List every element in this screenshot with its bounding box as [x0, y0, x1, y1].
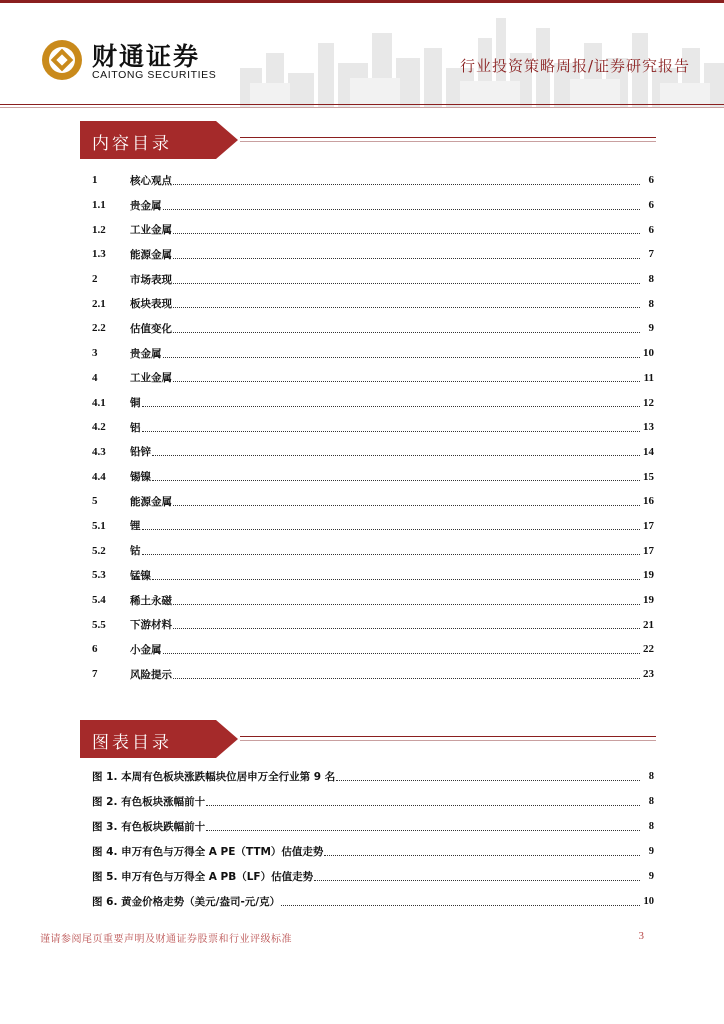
figures-banner — [80, 720, 240, 758]
toc-entry-page: 17 — [643, 544, 654, 557]
dot-leader — [173, 232, 640, 234]
toc-entry[interactable] — [92, 514, 654, 539]
toc-entry[interactable] — [92, 366, 654, 391]
toc-entry-label: 钴 — [130, 545, 141, 558]
figure-entry-page: 10 — [643, 896, 654, 907]
toc-entry-page: 12 — [643, 396, 654, 409]
toc-entry[interactable] — [92, 168, 654, 193]
toc-entry-number: 4.4 — [92, 470, 106, 483]
toc-entry-page: 23 — [643, 668, 654, 681]
dot-leader — [336, 779, 640, 781]
caitong-logo-icon — [40, 38, 84, 82]
figure-entry[interactable] — [92, 839, 654, 864]
figures-rule-secondary — [240, 740, 656, 741]
toc-entry-page: 9 — [648, 322, 654, 335]
dot-leader — [173, 627, 640, 629]
page-number: 3 — [638, 930, 644, 942]
figure-entry-page: 9 — [648, 871, 654, 882]
figure-entry-page: 8 — [648, 771, 654, 782]
dot-leader — [314, 879, 640, 881]
dot-leader — [173, 677, 640, 679]
toc-entry[interactable] — [92, 316, 654, 341]
dot-leader — [206, 829, 640, 831]
dot-leader — [206, 804, 640, 806]
figure-entry[interactable] — [92, 814, 654, 839]
dot-leader — [173, 504, 640, 506]
toc-entry-label: 铜 — [130, 397, 141, 410]
toc-entry-label: 贵金属 — [130, 347, 162, 360]
toc-entry-number: 1.3 — [92, 248, 106, 261]
toc-entry[interactable] — [92, 563, 654, 588]
figure-entry[interactable] — [92, 789, 654, 814]
dot-leader — [281, 904, 640, 906]
toc-entry-page: 17 — [643, 519, 654, 532]
figure-entry-label: 图 6. 黄金价格走势（美元/盎司-元/克） — [92, 896, 281, 908]
toc-entry-number: 5.2 — [92, 544, 106, 557]
toc-entry[interactable] — [92, 193, 654, 218]
toc-entry[interactable] — [92, 217, 654, 242]
toc-entry-number: 1.1 — [92, 199, 106, 212]
figure-entry-page: 8 — [648, 796, 654, 807]
figure-entry-label: 图 3. 有色板块跌幅前十 — [92, 821, 206, 833]
toc-entry-page: 22 — [643, 643, 654, 656]
brand-name-en: CAITONG SECURITIES — [92, 69, 217, 81]
header-rule — [0, 104, 724, 105]
dot-leader — [152, 578, 640, 580]
dot-leader — [173, 183, 640, 185]
toc-entry[interactable] — [92, 489, 654, 514]
dot-leader — [173, 380, 640, 382]
table-of-contents — [92, 168, 654, 686]
toc-entry-number: 2.2 — [92, 322, 106, 335]
toc-entry-label: 锰镍 — [130, 569, 151, 582]
toc-entry[interactable] — [92, 538, 654, 563]
dot-leader — [142, 553, 641, 555]
toc-entry[interactable] — [92, 662, 654, 687]
toc-entry-label: 能源金属 — [130, 248, 172, 261]
dot-leader — [152, 454, 640, 456]
toc-entry-label: 铅锌 — [130, 446, 151, 459]
toc-entry-number: 2.1 — [92, 297, 106, 310]
brand-name-cn: 财通证券 — [92, 42, 201, 71]
toc-entry-label: 锂 — [130, 520, 141, 533]
toc-entry-page: 6 — [648, 199, 654, 212]
toc-entry-label: 估值变化 — [130, 322, 172, 335]
toc-entry[interactable] — [92, 464, 654, 489]
toc-entry-page: 14 — [643, 445, 654, 458]
figure-entry-label: 图 2. 有色板块涨幅前十 — [92, 796, 206, 808]
dot-leader — [173, 282, 640, 284]
toc-entry-number: 4.2 — [92, 421, 106, 434]
toc-entry-number: 5.3 — [92, 569, 106, 582]
dot-leader — [173, 603, 640, 605]
toc-entry[interactable] — [92, 612, 654, 637]
toc-entry[interactable] — [92, 390, 654, 415]
toc-entry-label: 工业金属 — [130, 372, 172, 385]
toc-entry[interactable] — [92, 637, 654, 662]
toc-entry-number: 4 — [92, 371, 98, 384]
toc-entry-label: 能源金属 — [130, 495, 172, 508]
dot-leader — [152, 479, 640, 481]
toc-entry-page: 6 — [648, 174, 654, 187]
toc-entry-number: 7 — [92, 668, 98, 681]
toc-entry-label: 板块表现 — [130, 298, 172, 311]
toc-entry-number: 5.5 — [92, 618, 106, 631]
toc-entry-label: 下游材料 — [130, 619, 172, 632]
figures-title: 图表目录 — [92, 733, 172, 753]
toc-entry-label: 锡镍 — [130, 471, 151, 484]
dot-leader — [142, 528, 641, 530]
toc-entry-label: 风险提示 — [130, 668, 172, 681]
figure-entry-page: 8 — [648, 821, 654, 832]
page-header — [0, 3, 724, 105]
contents-title: 内容目录 — [92, 134, 172, 154]
toc-entry[interactable] — [92, 267, 654, 292]
toc-entry-number: 6 — [92, 643, 98, 656]
toc-entry-number: 3 — [92, 347, 98, 360]
figure-entry-label: 图 4. 申万有色与万得全 A PE（TTM）估值走势 — [92, 846, 324, 858]
figure-entry[interactable] — [92, 889, 654, 914]
toc-entry-page: 19 — [643, 594, 654, 607]
figure-entry-page: 9 — [648, 846, 654, 857]
toc-entry-page: 8 — [648, 273, 654, 286]
dot-leader — [163, 356, 641, 358]
toc-entry-page: 19 — [643, 569, 654, 582]
report-type: 行业投资策略周报/证券研究报告 — [459, 57, 690, 75]
toc-entry[interactable] — [92, 242, 654, 267]
toc-entry-page: 11 — [643, 371, 654, 384]
dot-leader — [142, 430, 641, 432]
dot-leader — [173, 306, 640, 308]
figure-entry-label: 图 1. 本周有色板块涨跌幅块位居申万全行业第 9 名 — [92, 771, 336, 783]
toc-entry-label: 核心观点 — [130, 174, 172, 187]
dot-leader — [324, 854, 640, 856]
toc-entry-number: 5.4 — [92, 594, 106, 607]
contents-rule-secondary — [240, 141, 656, 142]
contents-banner — [80, 121, 240, 159]
toc-entry-label: 小金属 — [130, 643, 162, 656]
toc-entry[interactable] — [92, 291, 654, 316]
toc-entry-label: 铝 — [130, 421, 141, 434]
toc-entry-page: 7 — [648, 248, 654, 261]
toc-entry-page: 16 — [643, 495, 654, 508]
contents-rule — [240, 137, 656, 138]
toc-entry-number: 1.2 — [92, 223, 106, 236]
toc-entry-label: 稀土永磁 — [130, 594, 172, 607]
dot-leader — [173, 331, 640, 333]
dot-leader — [142, 405, 641, 407]
figures-rule — [240, 736, 656, 737]
figure-entry[interactable] — [92, 764, 654, 789]
toc-entry[interactable] — [92, 415, 654, 440]
toc-entry-number: 2 — [92, 273, 98, 286]
toc-entry-page: 21 — [643, 618, 654, 631]
toc-entry[interactable] — [92, 440, 654, 465]
toc-entry-number: 1 — [92, 174, 98, 187]
toc-entry-label: 市场表现 — [130, 273, 172, 286]
toc-entry-page: 6 — [648, 223, 654, 236]
toc-entry-label: 工业金属 — [130, 224, 172, 237]
toc-entry[interactable] — [92, 341, 654, 366]
header-rule-secondary — [0, 107, 724, 108]
toc-entry-page: 15 — [643, 470, 654, 483]
toc-entry-page: 13 — [643, 421, 654, 434]
dot-leader — [163, 652, 641, 654]
toc-entry[interactable] — [92, 588, 654, 613]
toc-entry-number: 5.1 — [92, 519, 106, 532]
toc-entry-label: 贵金属 — [130, 199, 162, 212]
toc-entry-number: 4.1 — [92, 396, 106, 409]
footer-disclaimer: 谨请参阅尾页重要声明及财通证券股票和行业评级标准 — [40, 934, 292, 945]
list-of-figures — [92, 764, 654, 914]
toc-entry-page: 10 — [643, 347, 654, 360]
figure-entry-label: 图 5. 申万有色与万得全 A PB（LF）估值走势 — [92, 871, 314, 883]
toc-entry-number: 4.3 — [92, 445, 106, 458]
dot-leader — [163, 208, 641, 210]
dot-leader — [173, 257, 640, 259]
toc-entry-page: 8 — [648, 297, 654, 310]
figure-entry[interactable] — [92, 864, 654, 889]
toc-entry-number: 5 — [92, 495, 98, 508]
